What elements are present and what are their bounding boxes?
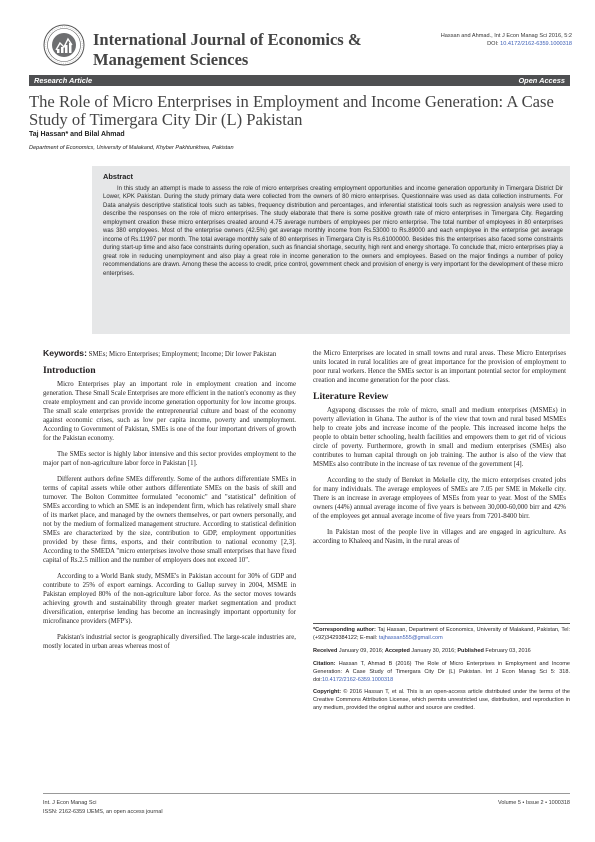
paragraph: Agyapong discusses the role of micro, small and medium enterprises (MSMEs) in poverty alleviation in Ghana. The author is of the view that town and rural based MSMEs help to create jobs and increase income of the people. This increased income helps the people to obtain better schooling, health facilities and empowers them to get rid of vicious circle of poverty. Furthermore, growth in small and medium enterprises (SMEs) also contributes to human capital through on job training. The author is also of the view that MSMEs also contribute in the increase of tax revenue of the government [4]. bbox=[313, 407, 566, 468]
open-access-label: Open Access bbox=[518, 76, 565, 85]
email-link[interactable]: tajhassan555@gmail.com bbox=[378, 634, 443, 641]
left-column bbox=[43, 349, 296, 658]
keywords-label: Keywords: bbox=[43, 348, 87, 358]
paragraph: The SMEs sector is highly labor intensive and this sector provides employment to the major part of non-agriculture labor force in Pakistan [1]. bbox=[43, 451, 296, 467]
footer-divider bbox=[43, 793, 570, 794]
abstract-heading: Abstract bbox=[103, 172, 133, 181]
footer-volume: Volume 5 • Issue 2 • 1000318 bbox=[497, 800, 570, 806]
accepted-date: January 30, 2016; bbox=[409, 647, 458, 654]
journal-title-line2: Management Sciences bbox=[93, 50, 249, 69]
footer-issn: ISSN: 2162-6359 IJEMS, an open access journal bbox=[43, 809, 163, 815]
copyright-text: © 2016 Hassan T, et al. This is an open-access article distributed under the terms of the Creative Commons Attribution License, which permits unrestricted use, distribution, and reproduction in any medium, provided the original author and source are credited. bbox=[313, 689, 570, 712]
right-column bbox=[313, 349, 566, 553]
citation-line: Hassan and Ahmad., Int J Econ Manag Sci 2016, 5:2 bbox=[440, 33, 572, 39]
paragraph: the Micro Enterprises are located in small towns and rural areas. These Micro Enterprises units located in rural localities are of great importance for the provision of employment to poor rural workers. Hence the SMEs sector is an important potential sector for employment creation and income generation for the poor class. bbox=[313, 350, 566, 384]
header-citation bbox=[380, 32, 572, 48]
citation-doi-link[interactable]: 10.4172/2162-6359.1000318 bbox=[321, 676, 394, 683]
keywords bbox=[43, 349, 296, 359]
literature-review-heading: Literature Review bbox=[313, 391, 389, 402]
footer-left bbox=[43, 799, 163, 817]
paragraph: Micro Enterprises play an important role in employment creation and income generation. These Small Scale Enterprises are more efficient in the nation's economy as they create employment and can provide income generation opportunity for low income groups. The small scale enterprises provide the entrepreneurial culture and boast of the economy against economic crises, such as low per capita income, poverty and unemployment. According to Government of Pakistan, SMEs is one of the four important drivers of growth for the Pakistan economy. bbox=[43, 381, 296, 442]
article-title: The Role of Micro Enterprises in Employment and Income Generation: A Case Study of Timergara City Dir (L) Pakistan bbox=[29, 92, 554, 129]
published-date: February 03, 2016 bbox=[483, 647, 531, 654]
abstract-text: In this study an attempt is made to assess the role of micro enterprises creating employment opportunities and income generation opportunity in Timergara District Dir Lower, KPK Pakistan. During the study primary data were collected from the owners of 80 micro enterprises. Questionnaire was used as data collection instruments. For Data analysis descriptive statistical tools such as tables, frequency distribution and percentages, and inferential statistical tools such as regression analysis were used to describe the responses on the role of micro enterprises. The study elaborate that there is some positive growth rate of micro enterprises in Timergara City. Regarding employment creation these micro enterprises created around 4.75 average numbers of employees per micro enterprise. The total number of employees in 80 enterprises was 380 employees. Most of the enterprise owners (42.5%) get average monthly income from Rs.53000 to Rs.89000 and each employee in the enterprise get average income of Rs.11997 per month. The total average monthly sale of 80 enterprises in Timergara City is Rs.61000000. Besides this the enterprises also faced some constraints during start-up time and also face constraints during operation, such as financial shortage, security, high rent and energy shortage. To conclude that, micro enterprises play a great role in reducing unemployment and also play a great role in income generation to the owners and employees. Based on the major findings a number of policy recommendations are drawn. Among these the access to credit, price control, government check and provision of energy is very important for the development of these micro enterprises. bbox=[103, 186, 563, 277]
dates bbox=[313, 648, 570, 656]
research-article-label: Research Article bbox=[34, 76, 93, 85]
keywords-text: SMEs; Micro Enterprises; Employment; Income; Dir lower Pakistan bbox=[86, 351, 277, 358]
paragraph: According to the study of Bereket in Mekelle city, the micro enterprises created jobs for many individuals. The average employees of SMEs are 7.05 per SME in Mekelle city. There is an increase in average employees of MSEs from year to year. Most of the SMEs owners (44%) annual average income of five years is between 30,000-60,000 birr and 42% of the employees get annual average income of five years from 7201-8400 birr. bbox=[313, 477, 566, 520]
abstract-box bbox=[92, 166, 570, 334]
citation-label: Citation: bbox=[313, 660, 336, 667]
copyright-label: Copyright: bbox=[313, 689, 342, 696]
corresponding-author-text: Taj Hassan, Department of Economics, University of Malakand, Pakistan, Tel: (+92)3429384122; E-mail: bbox=[313, 627, 570, 641]
affiliation: Department of Economics, University of Malakand, Khyber Pakhtunkhwa, Pakistan bbox=[29, 145, 234, 151]
journal-title-line1: International Journal of Economics & bbox=[93, 30, 362, 49]
published-label: Published bbox=[457, 647, 484, 654]
introduction-heading: Introduction bbox=[43, 365, 96, 376]
article-type-bar bbox=[29, 75, 570, 86]
paragraph: According to a World Bank study, MSME's in Pakistan account for 30% of GDP and contribute to 25% of export earnings. According to Gallup survey in 2004, MSME in Pakistan employed 80% of the non-agriculture labor force. As the sector moves towards achieving growth and sustainability through greater market segmentation and product diversification, enterprise lending has become an increasingly important opportunity for microfinance providers (MFP's). bbox=[43, 573, 296, 625]
doi-label: DOI: bbox=[487, 41, 501, 47]
paragraph: Pakistan's industrial sector is geographically diversified. The large-scale industries are, mostly located in urban areas whereas most of bbox=[43, 634, 296, 650]
journal-seal-icon bbox=[43, 24, 85, 66]
received-label: Received bbox=[313, 647, 338, 654]
authors: Taj Hassan* and Bilal Ahmad bbox=[29, 131, 125, 138]
corresponding-author-label: *Corresponding author: bbox=[313, 627, 376, 633]
paragraph: In Pakistan most of the people live in villages and are engaged in agriculture. As according to Khaleeq and Nasim, in the rural areas of bbox=[313, 529, 566, 545]
citation bbox=[313, 661, 570, 685]
doi-link[interactable]: 10.4172/2162-6359.1000318 bbox=[500, 41, 572, 47]
copyright bbox=[313, 689, 570, 713]
corresponding-author bbox=[313, 627, 570, 643]
correspondence-divider bbox=[313, 623, 570, 624]
accepted-label: Accepted bbox=[384, 647, 410, 654]
citation-text: Hassan T, Ahmad B (2016) The Role of Micro Enterprises in Employment and Income Generation: A Case Study of Timergara City Dir (L) Pakistan. Int J Econ Manag Sci 5: 318. doi: bbox=[313, 660, 570, 683]
correspondence-block bbox=[313, 627, 570, 718]
footer-journal: Int. J Econ Manag Sci bbox=[43, 800, 97, 806]
paragraph: Different authors define SMEs differently. Some of the authors differentiate SMEs in terms of capital assets while other authors differentiate SMEs on the basis of skill and turnover. The Bolton Committee formulated "economic" and "statistical" definition of SMEs according to which an SME is an independent firm, which has relatively small share of its market place, and managed by the owners themselves, or part owners personally, and not by the medium of formalized management structure. According to statistical definition SMEs are characterized by the size, contribution to GDP, employment opportunities provided by these firms, exports, and their contribution to national economy [2,3]. According to the SMEDA "micro enterprises involve those small enterprises that have fixed capital of Rs.2.5 million and the number of employers does not exceed 10". bbox=[43, 476, 296, 564]
received-date: January 09, 2016; bbox=[337, 647, 385, 654]
journal-title bbox=[93, 30, 383, 70]
